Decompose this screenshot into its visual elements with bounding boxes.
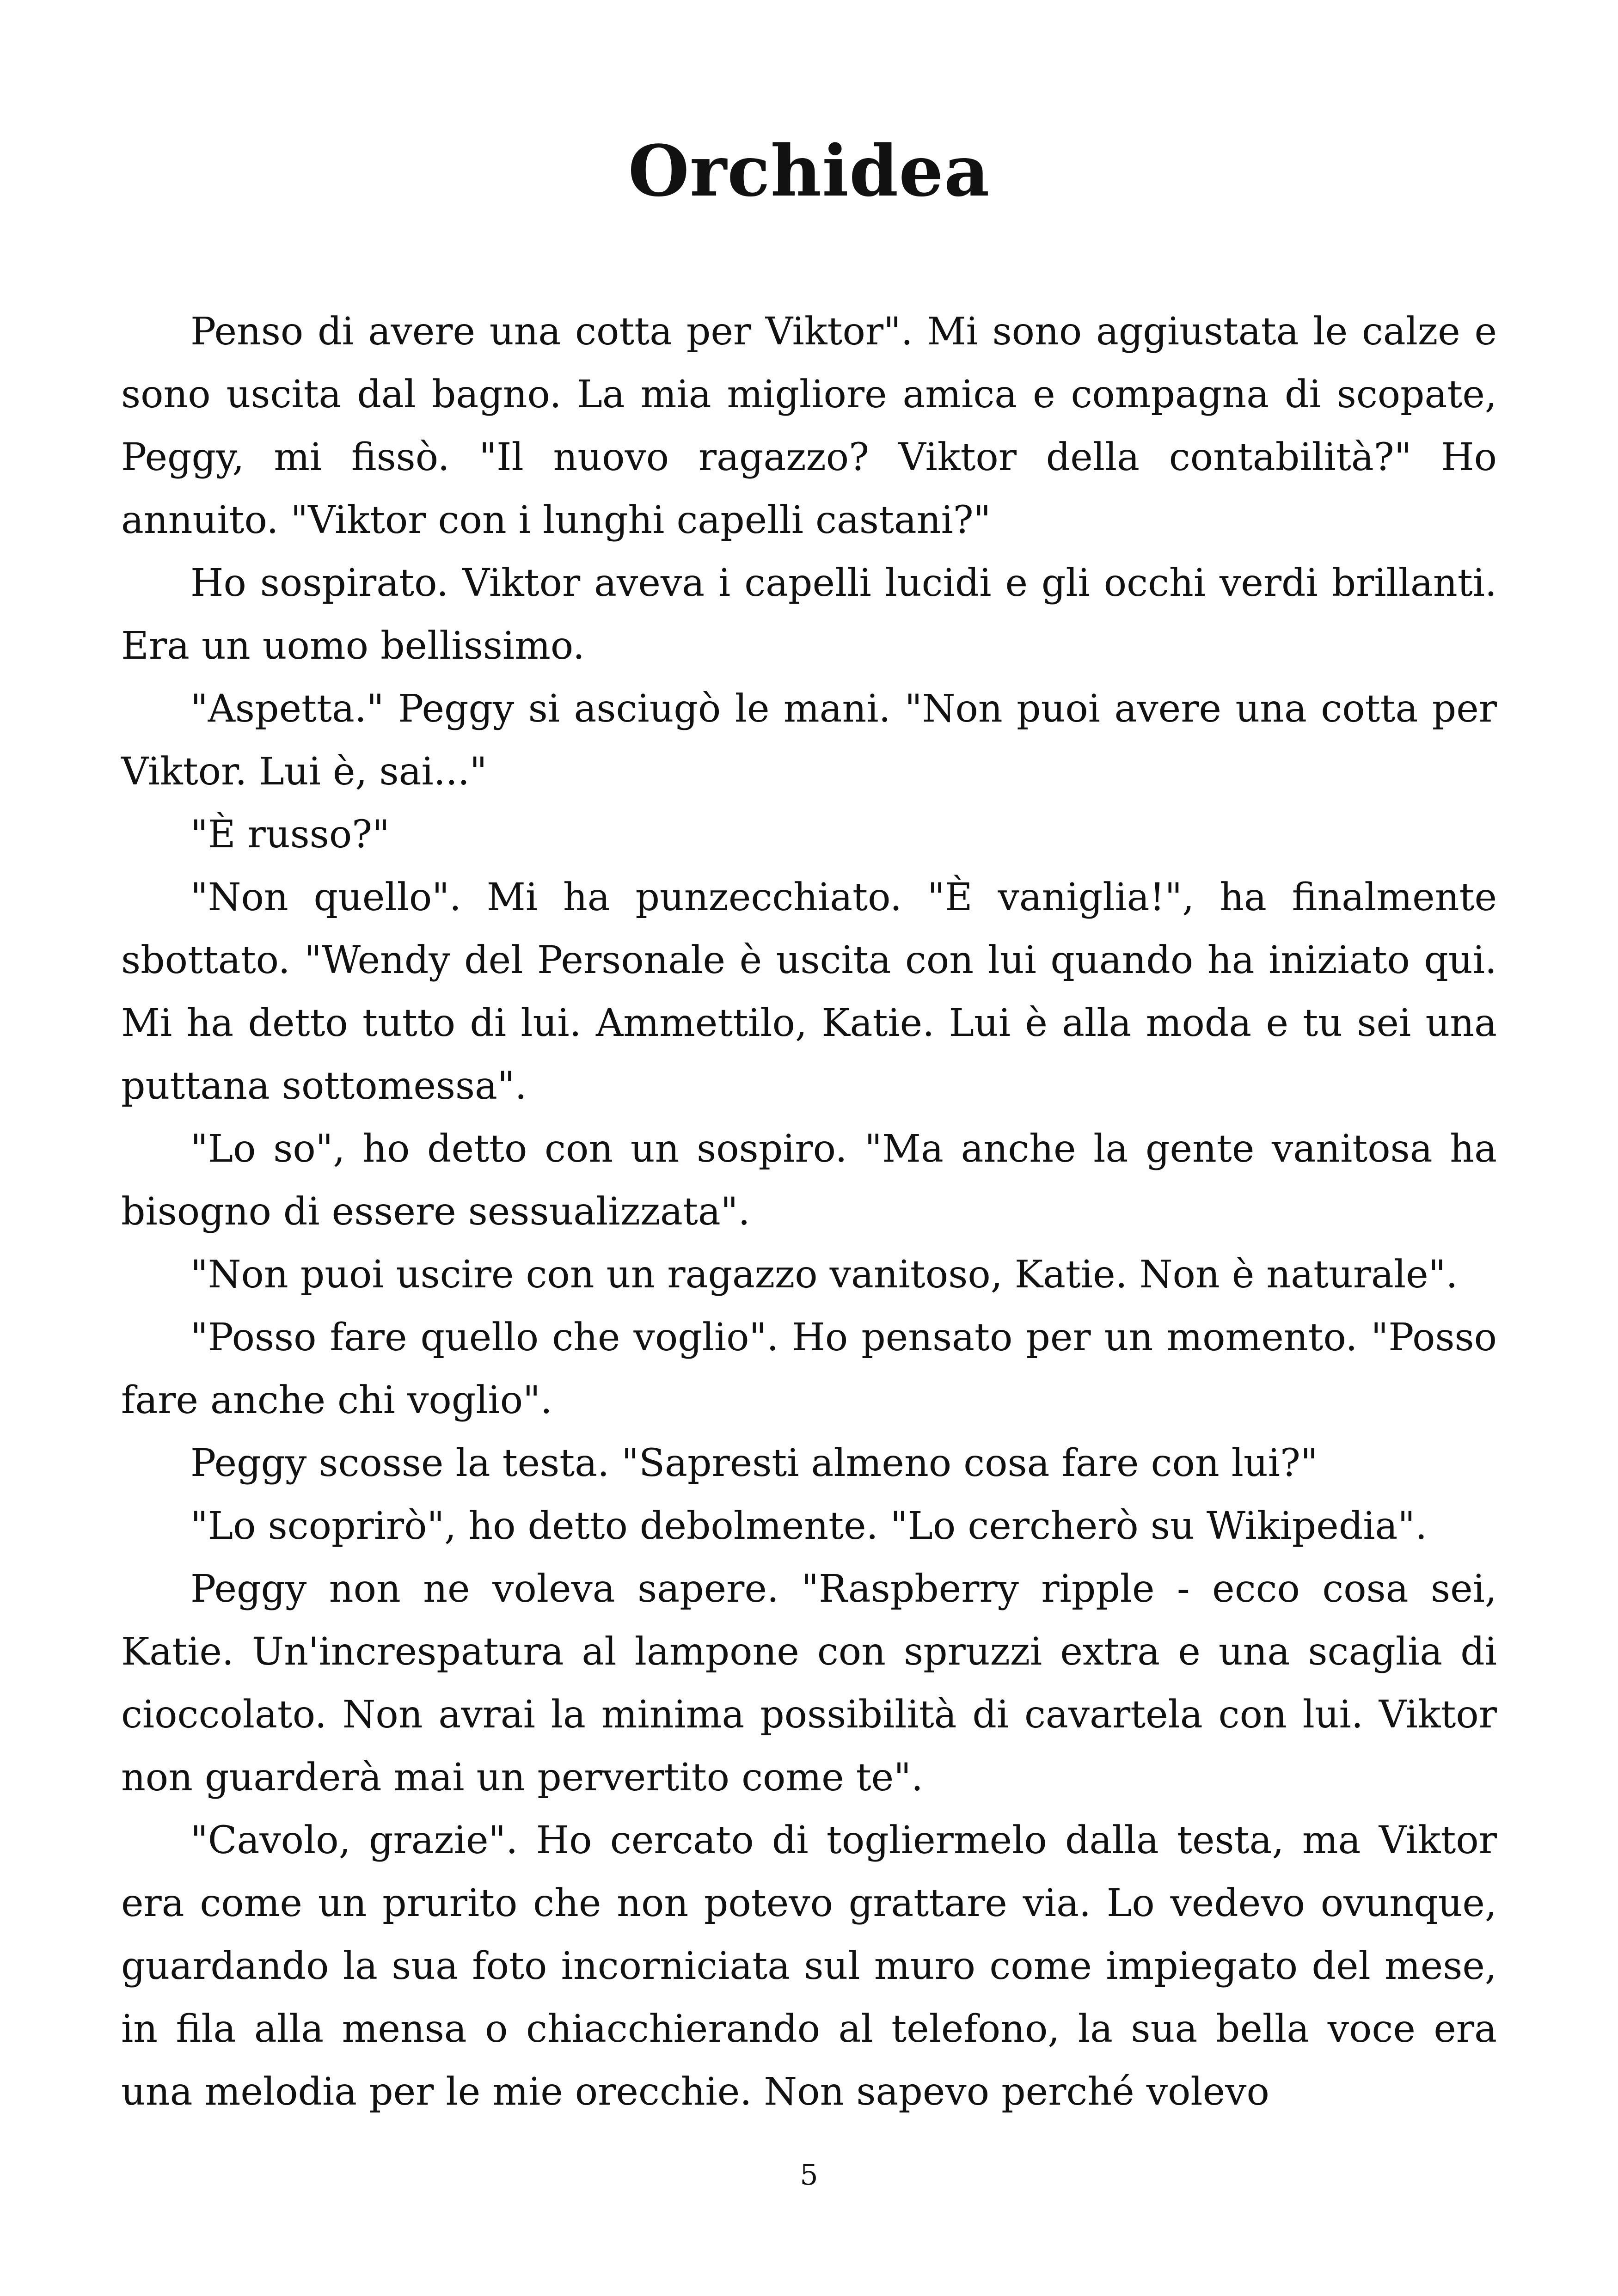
paragraph: Peggy non ne voleva sapere. "Raspberry ripple - ecco cosa sei, Katie. Un'increspatura al lampone con spruzzi extra e una scaglia di cioccolato. Non avrai la minima possibilità di cavartela con lui. Viktor non guarderà mai un pervertito come te". [121, 1567, 1497, 1800]
paragraph: "Posso fare quello che voglio". Ho pensato per un momento. "Posso fare anche chi voglio". [121, 1316, 1497, 1422]
paragraph: "Cavolo, grazie". Ho cercato di togliermelo dalla testa, ma Viktor era come un prurito che non potevo grattare via. Lo vedevo ovunque, guardando la sua foto incorniciata sul muro come impiegato del mese, in fila alla mensa o chiacchierando al telefono, la sua bella voce era una melodia per le mie orecchie. Non sapevo perché volevo [121, 1818, 1497, 2114]
paragraph: "Lo so", ho detto con un sospiro. "Ma anche la gente vanitosa ha bisogno di essere sessualizzata". [121, 1127, 1497, 1234]
chapter-body [121, 300, 1497, 2124]
paragraph: "Aspetta." Peggy si asciugò le mani. "Non puoi avere una cotta per Viktor. Lui è, sai..." [121, 687, 1497, 794]
paragraph: "Non quello". Mi ha punzecchiato. "È vaniglia!", ha finalmente sbottato. "Wendy del Personale è uscita con lui quando ha iniziato qui. Mi ha detto tutto di lui. Ammettilo, Katie. Lui è alla moda e tu sei una puttana sottomessa". [121, 876, 1497, 1108]
paragraph: Ho sospirato. Viktor aveva i capelli lucidi e gli occhi verdi brillanti. Era un uomo bellissimo. [121, 561, 1497, 668]
paragraph: "È russo?" [190, 813, 390, 857]
page-number: 5 [800, 2158, 818, 2192]
paragraph: "Non puoi uscire con un ragazzo vanitoso, Katie. Non è naturale". [190, 1253, 1458, 1297]
chapter-title: Orchidea [628, 129, 990, 212]
paragraph: Penso di avere una cotta per Viktor". Mi sono aggiustata le calze e sono uscita dal bagno. La mia migliore amica e compagna di scopate, Peggy, mi fissò. "Il nuovo ragazzo? Viktor della contabilità?" Ho annuito. "Viktor con i lunghi capelli castani?" [121, 310, 1497, 542]
paragraph: "Lo scoprirò", ho detto debolmente. "Lo cercherò su Wikipedia". [190, 1504, 1428, 1548]
paragraph: Peggy scosse la testa. "Sapresti almeno cosa fare con lui?" [190, 1441, 1318, 1485]
